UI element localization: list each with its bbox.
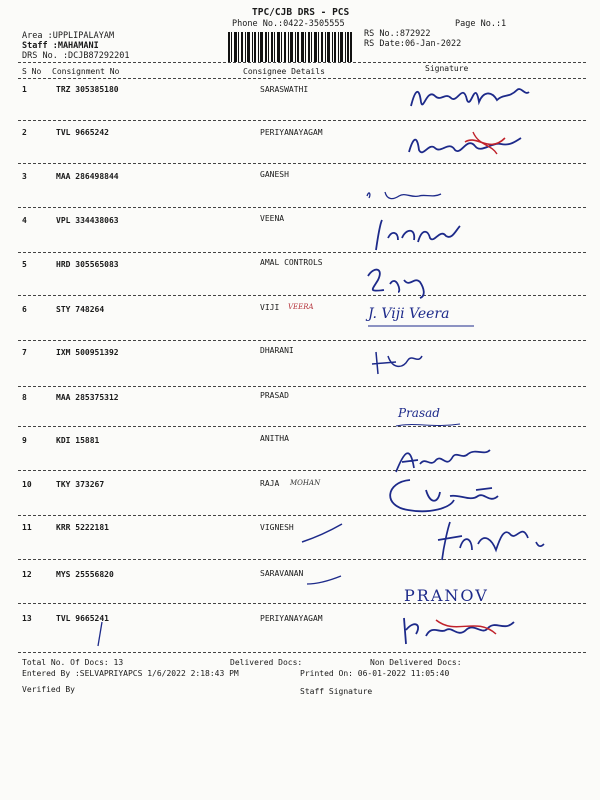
signature-1-image: [405, 72, 535, 120]
header-top-rule: [18, 62, 586, 63]
consignee-name: PERIYANAYAGAM: [260, 614, 323, 623]
row-sno: 2: [22, 128, 27, 137]
consignee-name: ANITHA: [260, 434, 289, 443]
consignment-no: HRD 305565083: [56, 260, 119, 269]
signature-8-underline: [394, 420, 464, 430]
consignment-no: STY 748264: [56, 305, 105, 314]
signature-13-check-image: [92, 620, 108, 648]
verified-by: Verified By: [22, 685, 75, 694]
row-sno: 12: [22, 570, 32, 579]
consignee-name: SARAVANAN: [260, 569, 304, 578]
row-sno: 9: [22, 436, 27, 445]
row-sno: 1: [22, 85, 27, 94]
signature-10-image: [380, 474, 505, 518]
consignment-no: TVL 9665241: [56, 614, 109, 623]
page-number: Page No.:1: [455, 19, 507, 29]
signature-12-check-image: [305, 572, 345, 588]
consignee-name: VIJI: [260, 303, 280, 312]
signature-4-image: [368, 214, 468, 254]
signature-13-image: [396, 606, 526, 650]
row-divider: [18, 295, 586, 296]
rs-number: RS No.:872922: [364, 29, 431, 39]
consignee-name: AMAL CONTROLS: [260, 258, 323, 267]
consignee-name: DHARANI: [260, 346, 294, 355]
barcode-image: [228, 32, 352, 62]
signature-5-image: [362, 262, 442, 300]
non-delivered-docs: Non Delivered Docs:: [370, 658, 462, 667]
consignee-name: PRASAD: [260, 391, 289, 400]
row-sno: 10: [22, 480, 32, 489]
consignment-no: TKY 373267: [56, 480, 105, 489]
row-divider: [18, 470, 586, 471]
col-header-consignment: Consignment No: [52, 67, 120, 76]
signature-6-text: J. Viji Veera: [368, 306, 450, 322]
consignee-name: VIGNESH: [260, 523, 294, 532]
signature-9-image: [390, 438, 500, 478]
row-sno: 13: [22, 614, 32, 623]
signature-11-image: [432, 514, 552, 564]
signature-7-image: [368, 346, 428, 376]
row-divider: [18, 603, 586, 604]
consignment-no: KRR 5222181: [56, 523, 109, 532]
consignment-no: IXM 500951392: [56, 348, 119, 357]
row-divider: [18, 340, 586, 341]
entered-by: Entered By :SELVAPRIYAPCS 1/6/2022 2:18:43 PM: [22, 669, 239, 678]
staff-label: Staff :MAHAMANI: [22, 41, 99, 51]
row-sno: 7: [22, 348, 27, 357]
signature-6-underline: [366, 322, 476, 330]
row-divider: [18, 252, 586, 253]
phone-number: Phone No.:0422-3505555: [232, 19, 345, 29]
consignment-no: TVL 9665242: [56, 128, 109, 137]
consignee-name: VEENA: [260, 214, 285, 223]
consignment-no: VPL 334438063: [56, 216, 119, 225]
signature-2-image: [405, 124, 525, 164]
row-divider: [18, 426, 586, 427]
document-title: TPC/CJB DRS - PCS: [252, 7, 350, 18]
row-sno: 3: [22, 172, 27, 181]
row-sno: 4: [22, 216, 27, 225]
handwritten-note: MOHAN: [290, 479, 321, 487]
handwritten-note: VEERA: [288, 303, 314, 311]
row-divider: [18, 207, 586, 208]
signature-3-image: [365, 186, 445, 208]
delivered-docs: Delivered Docs:: [230, 658, 303, 667]
consignee-name: RAJA: [260, 479, 280, 488]
consignment-no: KDI 15881: [56, 436, 100, 445]
area-label: Area :UPPLIPALAYAM: [22, 31, 115, 41]
signature-11-check-image: [300, 520, 345, 546]
consignment-no: MYS 25556820: [56, 570, 114, 579]
signature-12-text: PRANOV: [404, 586, 489, 605]
drs-number: DRS No. :DCJB87292201: [22, 51, 130, 61]
row-divider: [18, 652, 586, 653]
col-header-signature: Signature: [425, 64, 469, 73]
col-header-sno: S No: [22, 67, 42, 76]
row-sno: 11: [22, 523, 32, 532]
consignment-no: TRZ 305385180: [56, 85, 119, 94]
row-sno: 6: [22, 305, 27, 314]
consignee-name: SARASWATHI: [260, 85, 309, 94]
row-sno: 5: [22, 260, 27, 269]
col-header-consignee: Consignee Details: [243, 67, 325, 76]
consignee-name: GANESH: [260, 170, 289, 179]
signature-8-text: Prasad: [398, 406, 440, 420]
consignment-no: MAA 286498844: [56, 172, 119, 181]
consignment-no: MAA 285375312: [56, 393, 119, 402]
total-docs: Total No. Of Docs: 13: [22, 658, 124, 667]
row-divider: [18, 120, 586, 121]
rs-date: RS Date:06-Jan-2022: [364, 39, 462, 49]
printed-on: Printed On: 06-01-2022 11:05:40: [300, 669, 450, 678]
staff-signature-label: Staff Signature: [300, 687, 373, 696]
row-divider: [18, 386, 586, 387]
consignee-name: PERIYANAYAGAM: [260, 128, 323, 137]
row-sno: 8: [22, 393, 27, 402]
